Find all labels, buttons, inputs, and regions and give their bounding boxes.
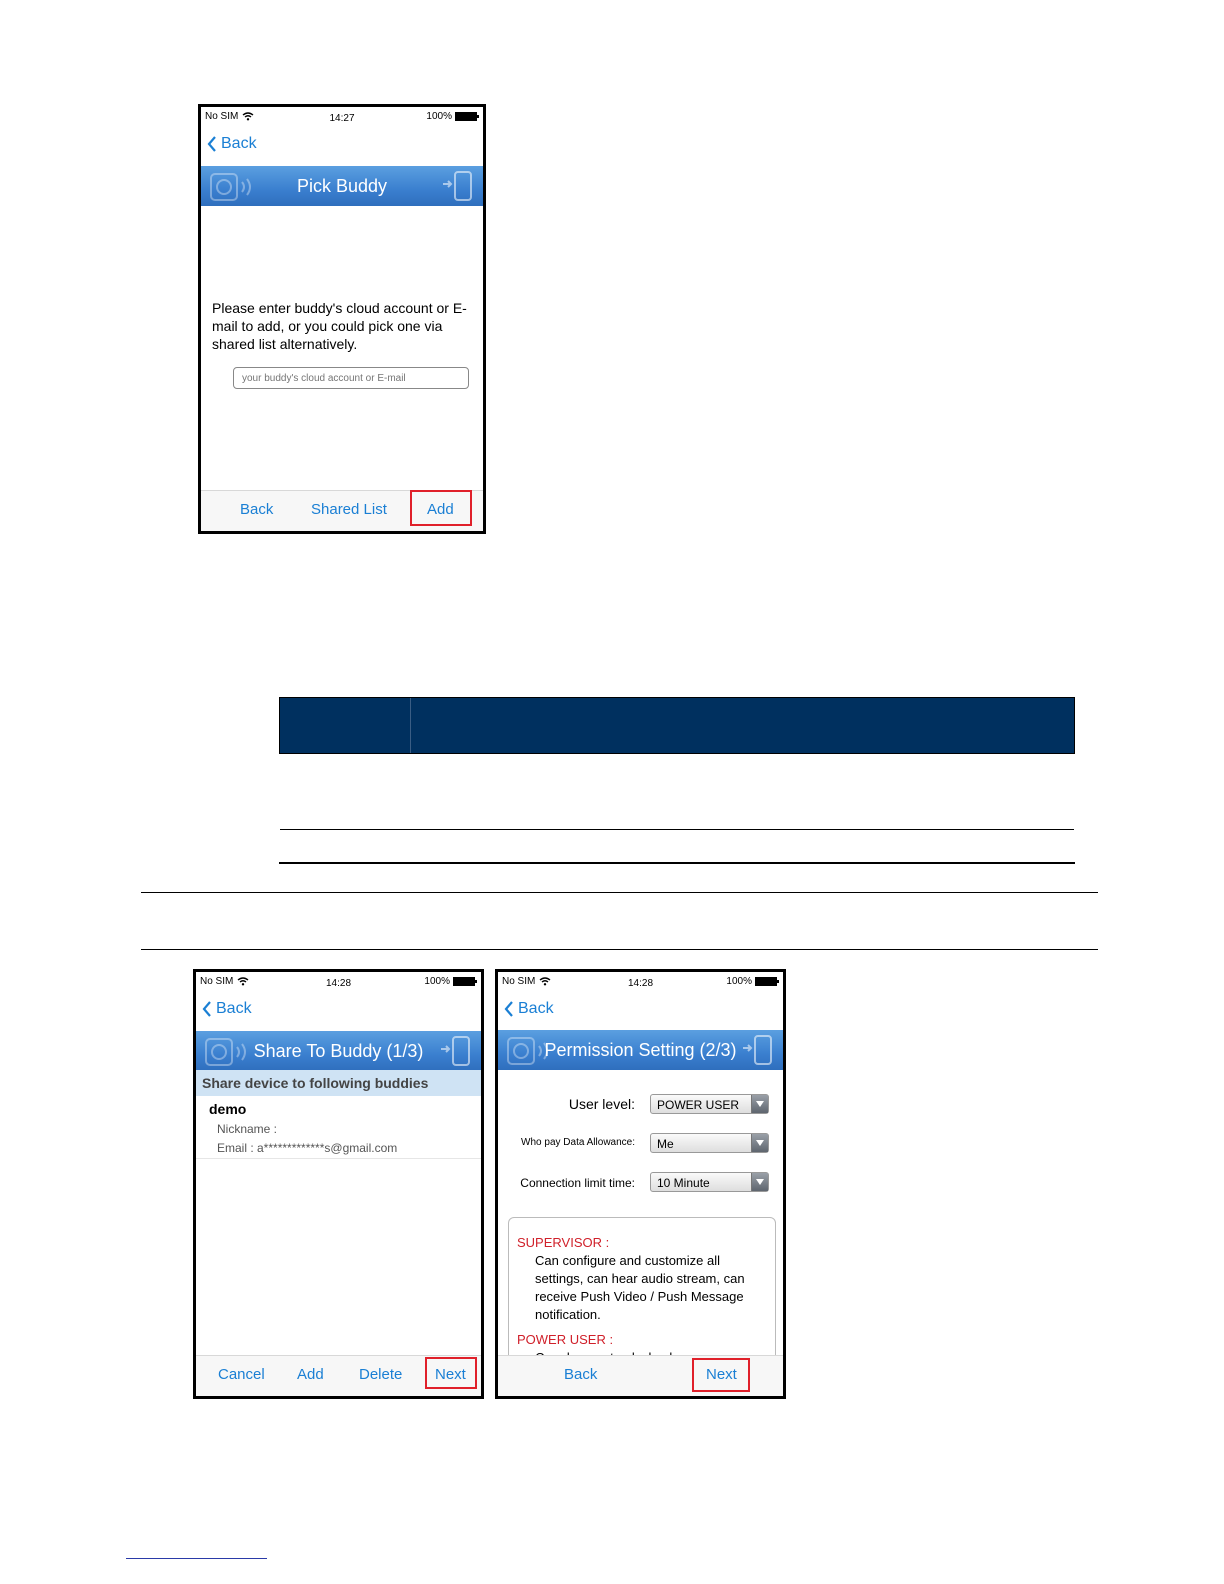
table-rule <box>280 829 1074 830</box>
camera-icon <box>506 1036 554 1066</box>
nav-back-button[interactable] <box>207 135 257 153</box>
instructions-text: Please enter buddy's cloud account or E-mail to add, or you could pick one via shared list alternatively. <box>212 300 467 352</box>
add-button[interactable]: Add <box>297 1366 324 1383</box>
status-time: 14:27 <box>329 113 355 124</box>
wifi-icon <box>539 977 551 986</box>
table-divider <box>410 698 411 753</box>
camera-icon <box>204 1037 252 1067</box>
data-allowance-label: Who pay Data Allowance: <box>521 1137 635 1148</box>
buddy-name[interactable]: demo <box>209 1101 247 1117</box>
status-bar <box>196 972 481 994</box>
title-bar <box>196 1031 481 1071</box>
nav-back-label: Back <box>216 1000 252 1017</box>
bottom-toolbar <box>201 490 483 531</box>
page-title: Permission Setting (2/3) <box>544 1039 737 1060</box>
carrier-label: No SIM <box>205 111 239 122</box>
add-highlight-box <box>410 490 472 526</box>
list-separator <box>196 1158 481 1159</box>
power-user-title: POWER USER : <box>517 1332 614 1347</box>
nav-back-button[interactable] <box>202 1000 252 1018</box>
add-button[interactable]: Add <box>427 501 454 518</box>
connection-limit-value: 10 Minute <box>657 1176 710 1190</box>
battery-icon <box>755 977 777 986</box>
battery-percent: 100% <box>426 111 452 122</box>
section-rule-bottom <box>141 949 1098 950</box>
battery-icon <box>455 112 477 121</box>
pick-buddy-screen <box>198 104 486 534</box>
footnote-rule <box>126 1558 267 1559</box>
carrier-label: No SIM <box>502 976 536 987</box>
next-highlight-box <box>425 1357 477 1389</box>
chevron-left-icon <box>202 1001 212 1017</box>
chevron-left-icon <box>207 136 217 152</box>
status-bar <box>201 107 483 129</box>
delete-button[interactable]: Delete <box>359 1366 403 1383</box>
battery-percent: 100% <box>424 976 450 987</box>
buddy-email: Email : a*************s@gmail.com <box>217 1141 398 1155</box>
connection-limit-select[interactable] <box>650 1172 769 1192</box>
supervisor-title: SUPERVISOR : <box>517 1235 610 1250</box>
share-to-buddy-screen <box>193 969 484 1399</box>
buddy-account-input[interactable] <box>233 367 469 389</box>
user-level-select[interactable] <box>650 1094 769 1114</box>
nav-back-label: Back <box>518 1000 554 1017</box>
data-allowance-select[interactable] <box>650 1133 769 1153</box>
cancel-button[interactable]: Cancel <box>218 1366 265 1383</box>
bottom-toolbar <box>498 1355 783 1396</box>
bottom-toolbar <box>196 1355 481 1396</box>
shared-list-button[interactable]: Shared List <box>311 501 387 518</box>
back-button[interactable]: Back <box>240 501 274 518</box>
camera-icon <box>209 172 257 202</box>
next-highlight-box <box>692 1358 750 1392</box>
dropdown-arrow-icon <box>751 1173 768 1191</box>
page-title: Pick Buddy <box>296 175 388 196</box>
next-button[interactable]: Next <box>706 1366 737 1383</box>
user-level-value: POWER USER <box>657 1098 740 1112</box>
page-title: Share To Buddy (1/3) <box>253 1040 424 1061</box>
dropdown-arrow-icon <box>751 1134 768 1152</box>
battery-percent: 100% <box>726 976 752 987</box>
supervisor-description: Can configure and customize all settings, can hear audio stream, can receive Push Video / Push Message notification. <box>535 1253 745 1322</box>
battery-icon <box>453 977 475 986</box>
role-description-box[interactable] <box>508 1217 776 1377</box>
share-to-phone-icon <box>741 1034 775 1066</box>
connection-limit-label: Connection limit time: <box>520 1176 635 1190</box>
wifi-icon <box>242 112 254 121</box>
title-bar <box>201 166 483 206</box>
carrier-label: No SIM <box>200 976 234 987</box>
dropdown-arrow-icon <box>751 1095 768 1113</box>
data-allowance-value: Me <box>657 1137 674 1151</box>
next-button[interactable]: Next <box>435 1366 466 1383</box>
section-rule-top <box>141 892 1098 893</box>
nav-back-button[interactable] <box>504 1000 554 1018</box>
back-button[interactable]: Back <box>564 1366 598 1383</box>
table-header <box>279 697 1075 754</box>
section-subheader: Share device to following buddies <box>196 1070 481 1096</box>
table-bottom-rule <box>279 862 1075 864</box>
permission-setting-screen <box>495 969 786 1399</box>
nav-back-label: Back <box>221 135 257 152</box>
buddy-nickname: Nickname : <box>217 1122 278 1136</box>
wifi-icon <box>237 977 249 986</box>
status-time: 14:28 <box>325 978 352 989</box>
user-level-label: User level: <box>568 1096 635 1112</box>
title-bar <box>498 1030 783 1070</box>
status-time: 14:28 <box>627 978 654 989</box>
share-to-phone-icon <box>441 170 475 202</box>
share-to-phone-icon <box>439 1035 473 1067</box>
status-bar <box>498 972 783 994</box>
chevron-left-icon <box>504 1001 514 1017</box>
